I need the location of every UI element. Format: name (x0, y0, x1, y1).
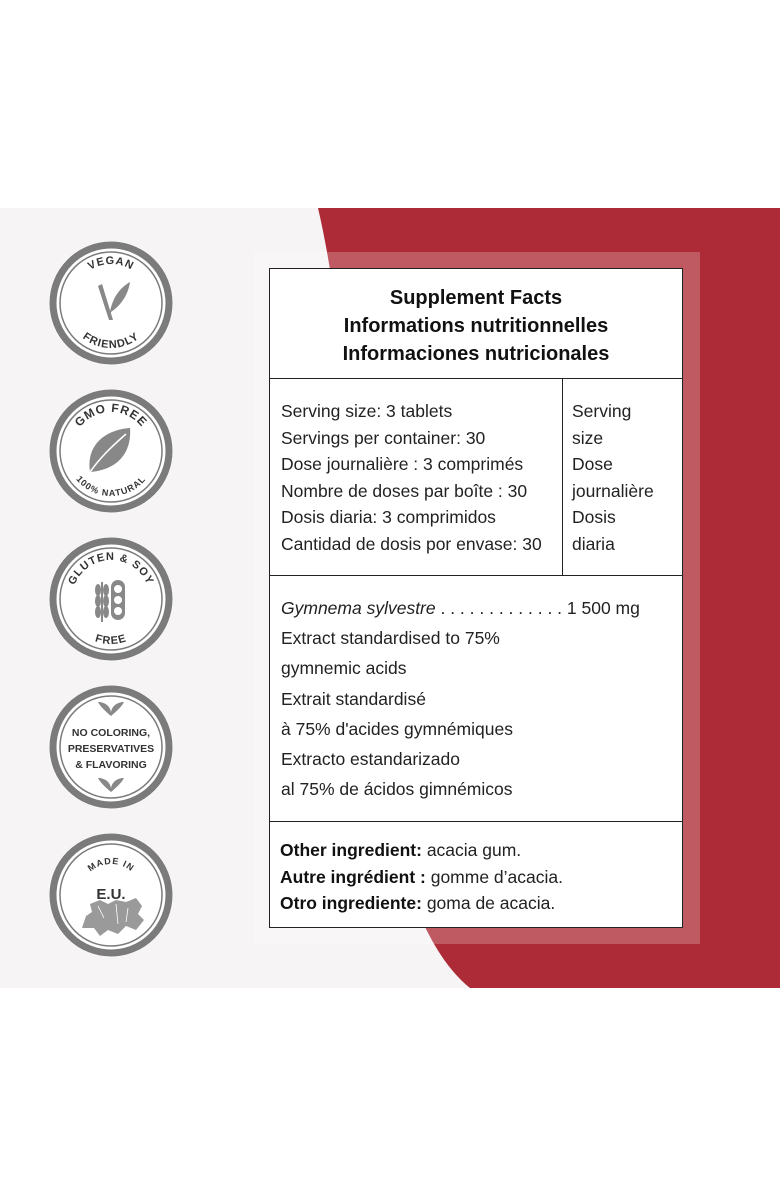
serving-header-line: Serving (572, 401, 632, 421)
serving-line: Servings per container: 30 (281, 427, 486, 448)
serving-header-line: journalière (572, 480, 654, 501)
ingredient-description: Extract standardised to 75% (281, 628, 500, 649)
badge-bottom-text: FREE (93, 632, 129, 648)
other-ingredient-en (280, 837, 682, 864)
serving-header-line: size (572, 427, 604, 448)
ingredient-name: Gymnema sylvestre (281, 598, 436, 618)
ingredient-section (270, 576, 682, 822)
facts-title-es: Informaciones nutricionales (342, 343, 610, 365)
gluten-soy-free-badge (46, 534, 176, 664)
other-ingredient-label: Other ingredient: (280, 840, 422, 860)
other-ingredient-label: Autre ingrédient : (280, 866, 426, 887)
serving-column-header (563, 379, 682, 575)
facts-title-en: Supplement Facts (389, 287, 563, 309)
serving-line: Cantidad de dosis por envase: 30 (281, 533, 542, 554)
made-in-eu-badge (46, 830, 176, 960)
badge-top-text: VEGAN (85, 254, 136, 273)
supplement-facts-table (269, 268, 683, 928)
ingredient-description: Extracto estandarizado (281, 749, 460, 770)
ingredient-description: gymnemic acids (281, 658, 407, 679)
ingredient-dots: . . . . . . . . . . . . . (435, 598, 567, 618)
badge-top-text: GMO FREE (71, 400, 151, 430)
serving-header-line: Dose (572, 454, 613, 474)
facts-title-fr: Informations nutritionnelles (343, 315, 609, 337)
badge-top-text: GLUTEN & SOY (66, 550, 156, 587)
other-ingredients-section (270, 822, 682, 917)
other-ingredient-es (280, 890, 682, 917)
serving-section (270, 379, 682, 576)
serving-line: Dose journalière : 3 comprimés (281, 454, 524, 474)
vegan-friendly-badge (46, 238, 176, 368)
serving-line: Nombre de doses par boîte : 30 (281, 480, 528, 501)
serving-info (270, 379, 563, 575)
other-ingredient-label: Otro ingrediente: (280, 893, 422, 913)
badge-line-3: & FLAVORING (75, 759, 147, 771)
ingredient-description: à 75% d'acides gymnémiques (281, 718, 513, 739)
serving-header-line: Dosis (572, 507, 616, 527)
gmo-free-badge (46, 386, 176, 516)
ingredient-amount: 1 500 mg (566, 598, 640, 618)
other-ingredient-value: gomme d’acacia. (425, 866, 563, 887)
ingredient-description: al 75% de ácidos gimnémicos (281, 779, 513, 800)
badge-center-text: E.U. (96, 886, 126, 903)
badge-line-1: NO COLORING, (71, 727, 151, 739)
other-ingredient-value: goma de acacia. (421, 893, 556, 913)
ingredient-description: Extrait standardisé (281, 688, 426, 709)
serving-header-line: diaria (572, 533, 615, 554)
other-ingredient-value: acacia gum. (421, 840, 522, 860)
badge-bottom-text: 100% NATURAL (74, 473, 148, 499)
serving-line: Dosis diaria: 3 comprimidos (281, 507, 496, 527)
badge-line-2: PRESERVATIVES (67, 743, 155, 755)
no-additives-badge (46, 682, 176, 812)
facts-header (270, 269, 682, 379)
badge-bottom-text: FRIENDLY (80, 330, 142, 352)
badge-top-text: MADE IN (85, 855, 137, 874)
ingredient-row (281, 593, 682, 623)
other-ingredient-fr (280, 864, 682, 891)
serving-line: Serving size: 3 tablets (281, 401, 453, 421)
